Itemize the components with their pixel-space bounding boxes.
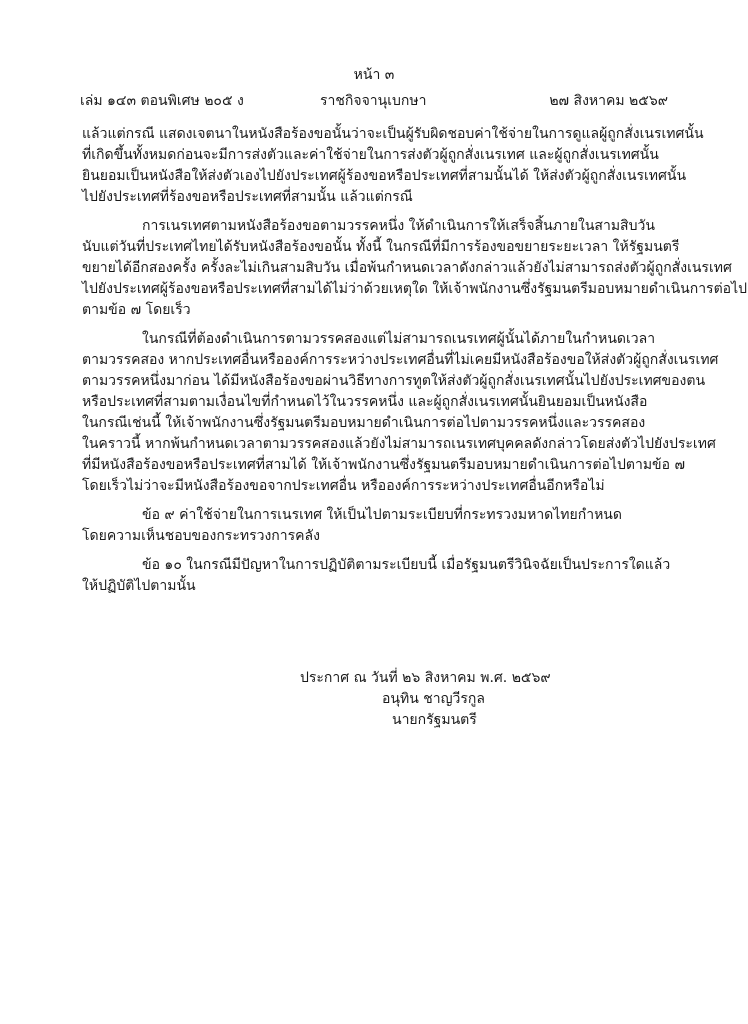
signature-block [300,668,640,731]
text-line: ข้อ ๑๐ ในกรณีมีปัญหาในการปฏิบัติตามระเบียบนี้ เมื่อรัฐมนตรีวินิจฉัยเป็นประการใดแล้ว [142,557,671,573]
text-line: การเนรเทศตามหนังสือร้องขอตามวรรคหนึ่ง ให้ดำเนินการให้เสร็จสิ้นภายในสามสิบวัน [142,218,655,234]
text-line: ในกรณีเช่นนี้ ให้เจ้าพนักงานซึ่งรัฐมนตรีมอบหมายดำเนินการต่อไปตามวรรคหนึ่งและวรรคสอง [82,415,646,431]
text-line: ที่เกิดขึ้นทั้งหมดก่อนจะมีการส่งตัวและค่าใช้จ่ายในการส่งตัวผู้ถูกสั่งเนรเทศ และผู้ถูกสั่งเนรเทศนั้น [82,147,659,163]
text-line: ไปยังประเทศที่ร้องขอหรือประเทศที่สามนั้น แล้วแต่กรณี [82,189,413,205]
document-body [82,124,748,605]
signatory-title: นายกรัฐมนตรี [392,712,477,728]
publication-date: ๒๗ สิงหาคม ๒๕๖๙ [549,93,668,109]
volume-issue: เล่ม ๑๔๓ ตอนพิเศษ ๒๐๕ ง [80,93,244,109]
text-line: ไปยังประเทศผู้ร้องขอหรือประเทศที่สามได้ไม่ว่าด้วยเหตุใด ให้เจ้าพนักงานซึ่งรัฐมนตรีมอบหมายดำเนินการต่อไป [82,281,748,297]
page-number: หน้า ๓ [353,67,395,83]
text-line: ในกรณีที่ต้องดำเนินการตามวรรคสองแต่ไม่สามารถเนรเทศผู้นั้นได้ภายในกำหนดเวลา [142,331,656,347]
text-line: ที่มีหนังสือร้องขอหรือประเทศที่สามได้ ให้เจ้าพนักงานซึ่งรัฐมนตรีมอบหมายดำเนินการต่อไปตามข้อ ๗ [82,457,686,473]
paragraph [82,329,719,497]
text-line: ข้อ ๙ ค่าใช้จ่ายในการเนรเทศ ให้เป็นไปตามระเบียบที่กระทรวงมหาดไทยกำหนด [142,507,622,523]
paragraph [82,216,748,321]
text-line: โดยความเห็นชอบของกระทรวงการคลัง [82,528,320,544]
text-line: โดยเร็วไม่ว่าจะมีหนังสือร้องขอจากประเทศอื่น หรือองค์การระหว่างประเทศอื่นอีกหรือไม่ [82,478,605,494]
text-line: แล้วแต่กรณี แสดงเจตนาในหนังสือร้องขอนั้นว่าจะเป็นผู้รับผิดชอบค่าใช้จ่ายในการดูแลผู้ถูกสั่งเนรเทศนั้น [82,126,704,142]
announcement-date: ประกาศ ณ วันที่ ๒๖ สิงหาคม พ.ศ. ๒๕๖๙ [300,670,551,686]
text-line: ขยายได้อีกสองครั้ง ครั้งละไม่เกินสามสิบวัน เมื่อพ้นกำหนดเวลาดังกล่าวแล้วยังไม่สามารถส่งตัวผู้ถูกสั่งเนรเทศ [82,260,732,276]
publication-name: ราชกิจจานุเบกษา [320,93,427,109]
text-line: ยินยอมเป็นหนังสือให้ส่งตัวเองไปยังประเทศผู้ร้องขอหรือประเทศที่สามนั้นได้ ให้ส่งตัวผู้ถูกสั่งเนรเทศนั้น [82,168,687,184]
text-line: ในคราวนี้ หากพ้นกำหนดเวลาตามวรรคสองแล้วยังไม่สามารถเนรเทศบุคคลดังกล่าวโดยส่งตัวไปยังประเทศ [82,436,716,452]
text-line: ตามวรรคสอง หากประเทศอื่นหรือองค์การระหว่างประเทศอื่นที่ไม่เคยมีหนังสือร้องขอให้ส่งตัวผู้ถูกสั่งเนรเทศ [82,352,719,368]
text-line: ให้ปฏิบัติไปตามนั้น [82,578,196,594]
text-line: ตามวรรคหนึ่งมาก่อน ได้มีหนังสือร้องขอผ่านวิธีทางการทูตให้ส่งตัวผู้ถูกสั่งเนรเทศนั้นไปยังประเทศของตน [82,373,706,389]
text-line: ตามข้อ ๗ โดยเร็ว [82,302,191,318]
paragraph [82,505,670,547]
signatory-name: อนุทิน ชาญวีรกูล [382,691,485,707]
paragraph [82,555,670,597]
text-line: หรือประเทศที่สามตามเงื่อนไขที่กำหนดไว้ในวรรคหนึ่ง และผู้ถูกสั่งเนรเทศนั้นยินยอมเป็นหนังสือ [82,394,648,410]
text-line: นับแต่วันที่ประเทศไทยได้รับหนังสือร้องขอนั้น ทั้งนี้ ในกรณีที่มีการร้องขอขยายระยะเวลา ให้รัฐมนตรี [82,239,680,255]
paragraph [82,124,704,208]
